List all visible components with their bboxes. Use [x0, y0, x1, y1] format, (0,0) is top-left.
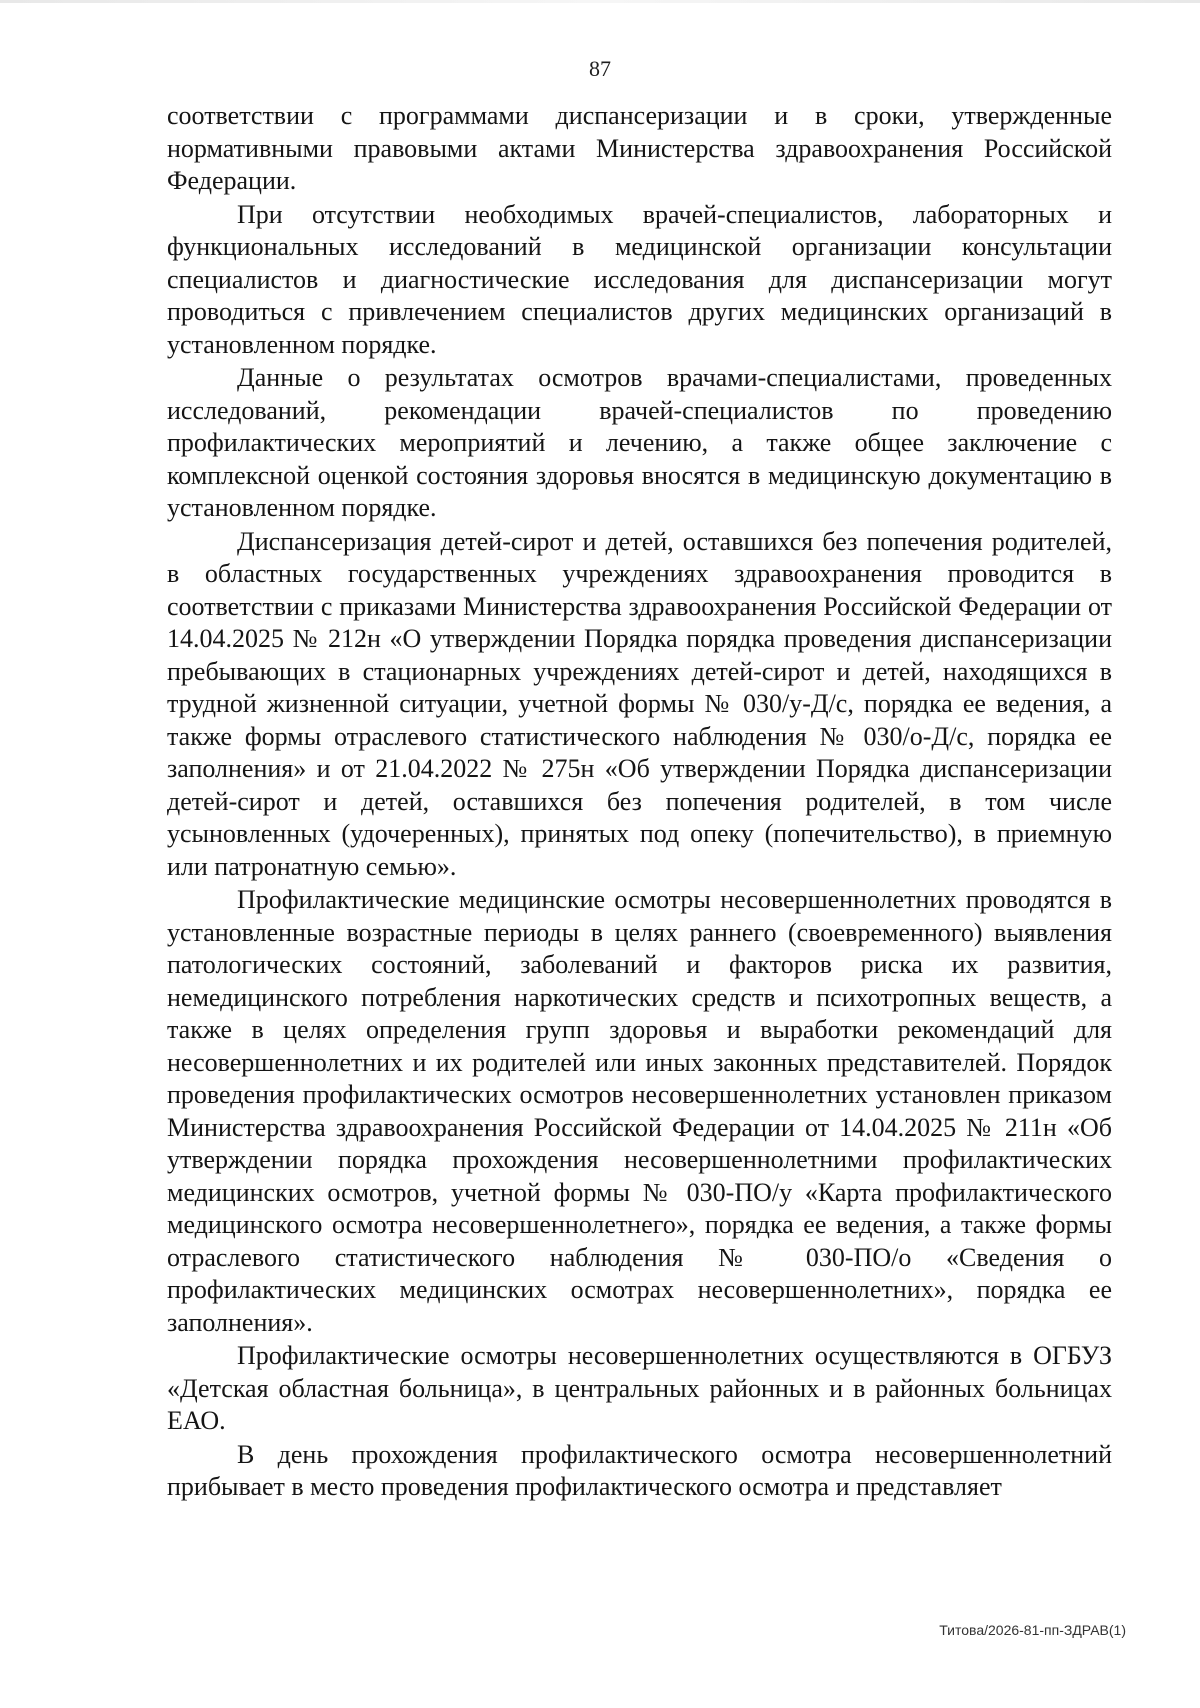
paragraph: В день прохождения профилактического осмотра несовершеннолетний прибывает в место проведения профилактического осмотра и представляет [167, 1439, 1112, 1501]
paragraph: Данные о результатах осмотров врачами-специалистами, проведенных исследований, рекомендации врачей-специалистов по проведению профилактических мероприятий и лечению, а также общее заключение с комплексной оценкой состояния здоровья вносятся в медицинскую документацию в установленном порядке. [167, 363, 1112, 522]
paragraph-continuation: соответствии с программами диспансеризации и в сроки, утвержденные нормативными правовыми актами Министерства здравоохранения Российской Федерации. [167, 101, 1112, 195]
scan-edge [0, 0, 1200, 3]
document-code: Титова/2026-81-пп-ЗДРАВ(1) [939, 1622, 1126, 1638]
paragraph: При отсутствии необходимых врачей-специалистов, лабораторных и функциональных исследований в медицинской организации консультации специалистов и диагностические исследования для диспансеризации могут проводиться с привлечением специалистов других медицинских организаций в установленном порядке. [167, 199, 1112, 359]
paragraph: Профилактические осмотры несовершеннолетних осуществляются в ОГБУЗ «Детская областная больница», в центральных районных и в районных больницах ЕАО. [167, 1341, 1112, 1435]
page-number: 87 [589, 56, 611, 81]
paragraph: Диспансеризация детей-сирот и детей, оставшихся без попечения родителей, в областных государственных учреждениях здравоохранения проводится в соответствии с приказами Министерства здравоохранения Российской Федерации от 14.04.2025 № 212н «О утверждении Порядка порядка проведения диспансеризации пребывающих в стационарных учреждениях детей-сирот и детей, находящихся в трудной жизненной ситуации, учетной формы № 030/у-Д/с, порядка ее ведения, а также формы отраслевого статистического наблюдения № 030/о-Д/с, порядка ее заполнения» и от 21.04.2022 № 275н «Об утверждении Порядка диспансеризации детей-сирот и детей, оставшихся без попечения родителей, в том числе усыновленных (удочеренных), принятых под опеку (попечительство), в приемную или патронатную семью». [167, 526, 1112, 881]
document-body [167, 100, 1112, 1505]
paragraph: Профилактические медицинские осмотры несовершеннолетних проводятся в установленные возрастные периоды в целях раннего (своевременного) выявления патологических состояний, заболеваний и факторов риска их развития, немедицинского потребления наркотических средств и психотропных веществ, а также в целях определения групп здоровья и выработки рекомендаций для несовершеннолетних и их родителей или иных законных представителей. Порядок проведения профилактических осмотров несовершеннолетних установлен приказом Министерства здравоохранения Российской Федерации от 14.04.2025 № 211н «Об утверждении порядка прохождения несовершеннолетними профилактических медицинских осмотров, учетной формы № 030-ПО/у «Карта профилактического медицинского осмотра несовершеннолетнего», порядка ее ведения, а также формы отраслевого статистического наблюдения № 030-ПО/о «Сведения о профилактических медицинских осмотрах несовершеннолетних», порядка ее заполнения». [167, 885, 1112, 1337]
